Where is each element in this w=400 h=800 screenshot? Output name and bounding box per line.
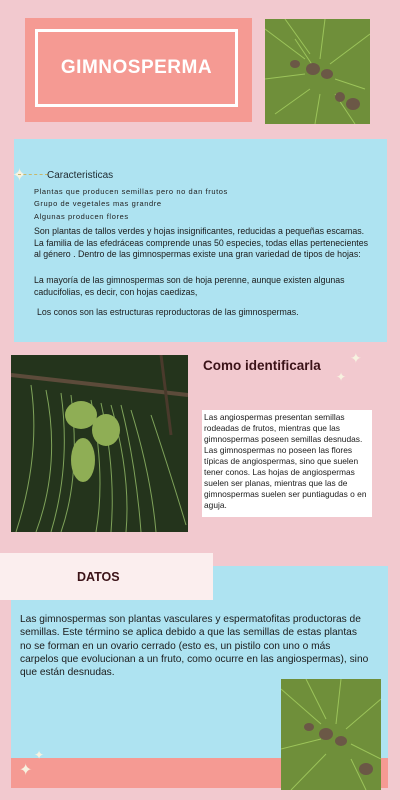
- title-frame: [35, 29, 238, 107]
- identify-text-box: [202, 410, 372, 517]
- pine-photo-bottom: [281, 679, 381, 790]
- sparkle-icon: ✦: [350, 350, 362, 366]
- characteristics-heading: Caracteristicas: [47, 170, 114, 181]
- datos-text: Las gimnospermas son plantas vasculares y espermatofitas productoras de semillas. Este término se aplica debido a que las semillas de estas plantas no se forman en un ovario cerrado (esto es, un pistilo con uno o más carpelos que evolucionan a un fruto, como ocurre en las angiospermas), sino que están desnudas.: [20, 614, 369, 679]
- identify-text: Las angiospermas presentan semillas rodeadas de frutos, mientras que las gimnospermas poseen semillas desnudas. Las gimnospermas no poseen las flores típicas de angiospermas, sino que suelen tener conos. Las hojas de angiospermas suelen ser planas, mientras que las de gimnospermas suelen ser puntiagudas o en aguja.: [204, 412, 367, 510]
- characteristics-paragraph-3: Los conos son las estructuras reproductoras de las gimnospermas.: [37, 307, 299, 317]
- sparkle-icon: ✦: [19, 762, 33, 779]
- sparkle-icon: ✦: [336, 370, 347, 384]
- sparkle-icon: ✦: [12, 165, 28, 185]
- page-title: GIMNOSPERMA: [60, 57, 213, 78]
- decorative-line: [18, 174, 48, 176]
- datos-title: DATOS: [77, 570, 120, 584]
- identify-title: Como identificarla: [203, 358, 321, 373]
- bullet-3: Algunas producen flores: [34, 212, 129, 221]
- pine-photo-middle: [11, 355, 188, 532]
- sparkle-icon: ✦: [34, 748, 45, 762]
- bullet-1: Plantas que producen semillas pero no dan frutos: [34, 187, 228, 196]
- pine-photo-top: [265, 19, 370, 124]
- characteristics-paragraph-1: Son plantas de tallos verdes y hojas insignificantes, reducidas a pequeñas escamas. La familia de las efedráceas comprende unas 50 especies, todas ellas pertenecientes al género . Dentro de las gimnospermas existe una gran variedad de tipos de hojas:: [34, 226, 368, 259]
- characteristics-paragraph-2: La mayoría de las gimnospermas son de hoja perenne, aunque existen algunas caducifolias, es decir, con hojas caedizas,: [34, 275, 345, 297]
- bullet-2: Grupo de vegetales mas grandre: [34, 199, 162, 208]
